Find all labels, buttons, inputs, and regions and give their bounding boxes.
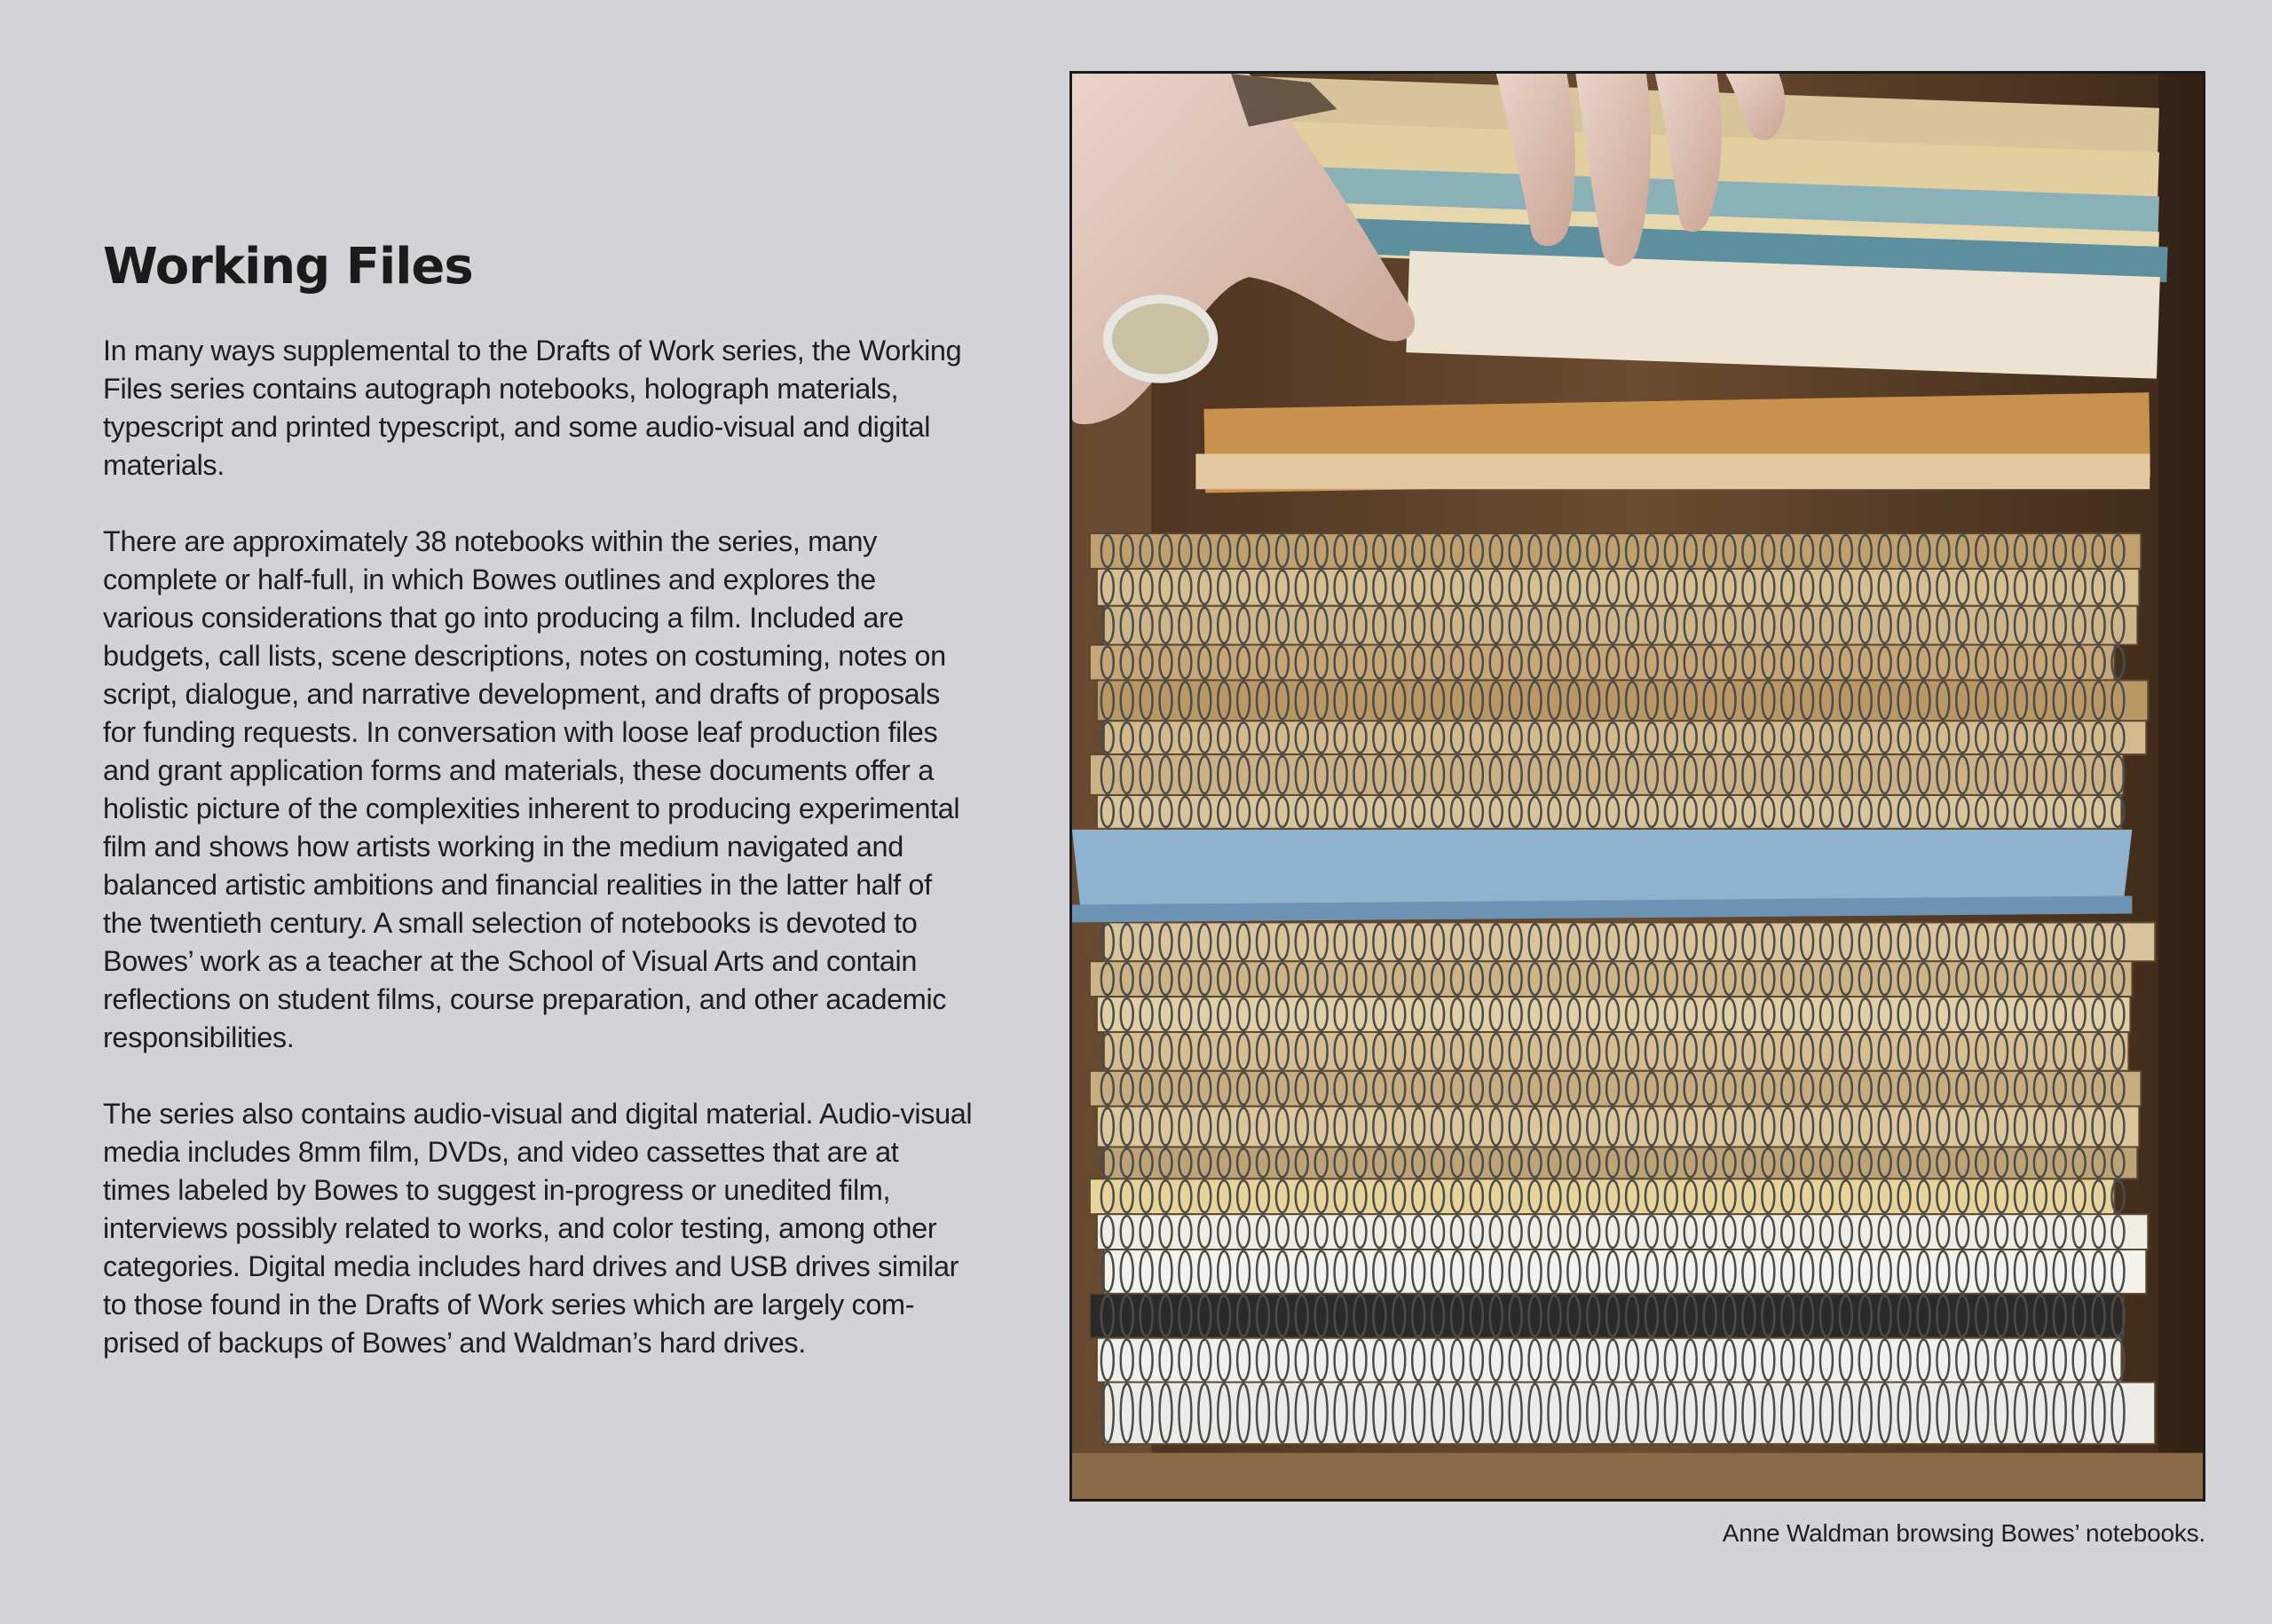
section-title: Working Files (103, 238, 473, 296)
text-column (103, 240, 973, 1400)
paragraph-intro: In many ways supplemental to the Drafts of Work series, the Working Files series contains autograph notebooks, holograph materials, typescript and printed typescript, and some audio-visual and digital materials. (103, 334, 962, 481)
ring (1108, 299, 1213, 379)
box-bottom-flap (1072, 1453, 2203, 1499)
paragraph-audio-visual: The series also contains audio-visual and digital material. Audio-visual media includes 8mm film, DVDs, and video cassettes that are at times labeled by Bowes to suggest in-progress or unedited film, interviews possibly related to works, and color testing, among other categories. Digital media includes hard drives and USB drives similar to those found in the Drafts of Work series which are largely comprised of backups of Bowes’ and Waldman’s hard drives. (103, 1097, 973, 1359)
photo-caption: Anne Waldman browsing Bowes’ notebooks. (1722, 1519, 2205, 1547)
box-right-wall (2158, 74, 2203, 1499)
paragraph-notebooks: There are approximately 38 notebooks within the series, many complete or half-full, in which Bowes outlines and explores the various considerations that go into producing a film. Included are budgets, call lists, scene descriptions, notes on costuming, notes on script, dialogue, and narrative development, and drafts of proposals for funding requests. In conversation with loose leaf production files and grant application forms and materials, these documents offer a holistic picture of the complexities inherent to producing experimental film and shows how artists working in the medium navigated and balanced artistic ambitions and financial realities in the latter half of the twentieth century. A small selection of notebooks is devoted to Bowes’ work as a teacher at the School of Visual Arts and contain reflections on student films, course preparation, and other academic responsibilities. (103, 524, 960, 1053)
blue-folder (1072, 830, 2132, 923)
notebook-stack (1090, 533, 2155, 1444)
notebooks-photo (1069, 71, 2205, 1502)
notebooks-illustration (1072, 74, 2203, 1499)
